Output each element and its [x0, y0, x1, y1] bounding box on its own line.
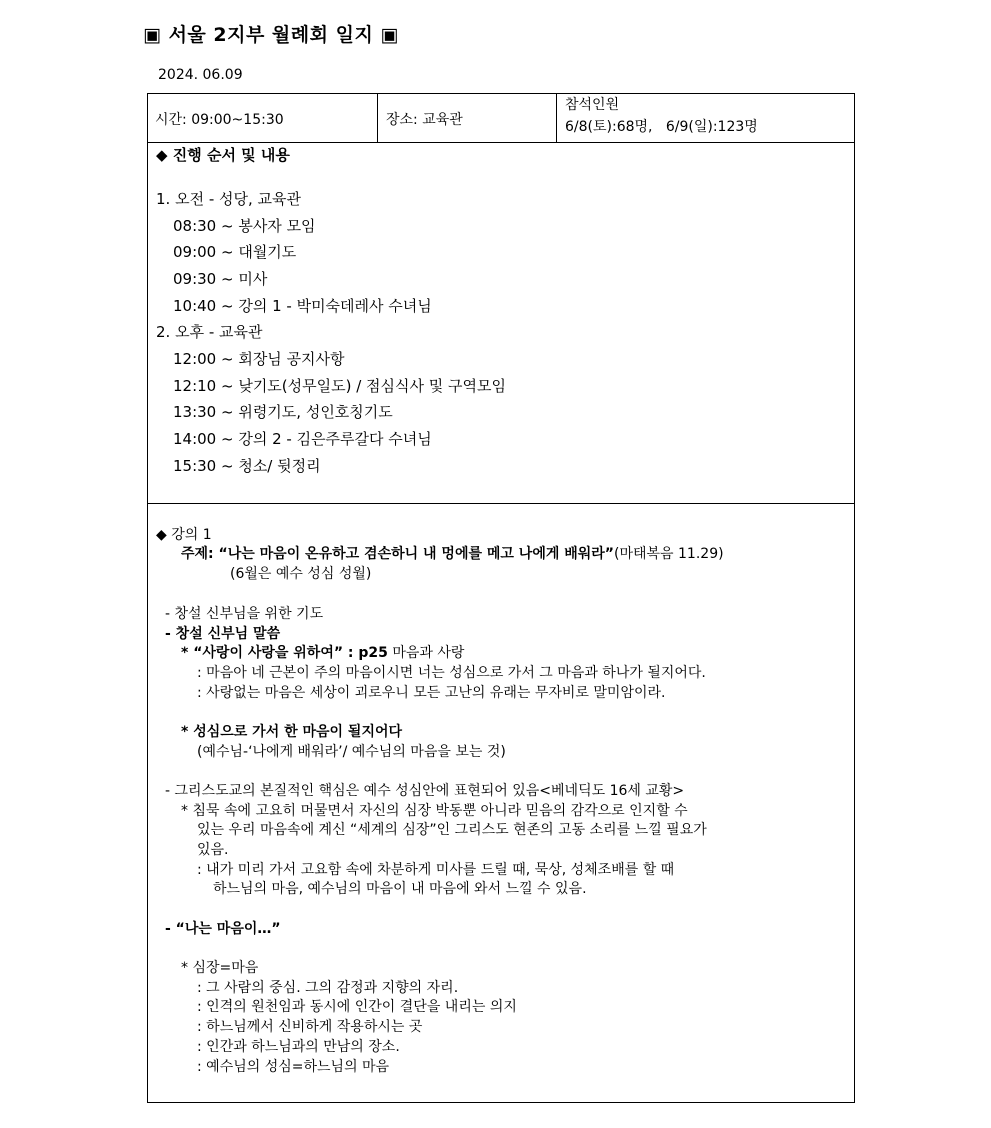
- schedule-heading: ◆ 진행 순서 및 내용: [156, 146, 290, 164]
- lecture-line: * 성심으로 가서 한 마음이 될지어다: [181, 724, 403, 740]
- lecture-line: [181, 642, 464, 662]
- schedule-section: [148, 142, 854, 504]
- lecture-line: : 마음아 네 근본이 주의 마음이시면 너는 성심으로 가서 그 마음과 하나가 될지어다.: [197, 665, 706, 681]
- lecture-line: 하느님의 마음, 예수님의 마음이 내 마음에 와서 느낄 수 있음.: [213, 881, 587, 897]
- schedule-item: 13:30 ~ 위령기도, 성인호칭기도: [173, 403, 393, 421]
- schedule-item: 12:10 ~ 낮기도(성무일도) / 점심식사 및 구역모임: [173, 377, 507, 395]
- lecture-line: - 그리스도교의 본질적인 핵심은 예수 성심안에 표현되어 있음<베네딕도 16세 교황>: [165, 783, 685, 799]
- lecture-heading: ◆ 강의 1: [156, 527, 212, 543]
- schedule-item: 09:30 ~ 미사: [173, 270, 268, 288]
- theme-text: 주제: “나는 마음이 온유하고 겸손하니 내 멍에를 메고 나에게 배워라”: [181, 546, 615, 562]
- document-date: 2024. 06.09: [158, 67, 243, 83]
- lecture-line: : 예수님의 성심=하느님의 마음: [197, 1059, 390, 1075]
- schedule-item: 08:30 ~ 봉사자 모임: [173, 217, 316, 235]
- afternoon-heading: 2. 오후 - 교육관: [156, 323, 263, 341]
- document-title: ▣ 서울 2지부 월례회 일지 ▣: [143, 24, 399, 46]
- journal-table: [147, 93, 855, 1103]
- lecture-line: - 창설 신부님을 위한 기도: [165, 606, 324, 622]
- morning-heading: 1. 오전 - 성당, 교육관: [156, 190, 301, 208]
- time-cell: 시간: 09:00~15:30: [148, 94, 378, 142]
- schedule-item: 15:30 ~ 청소/ 뒷정리: [173, 457, 321, 475]
- lecture-line: - “나는 마음이…”: [165, 921, 281, 937]
- quote-subject: 마음과 사랑: [387, 645, 465, 661]
- lecture-line: : 인간과 하느님과의 만남의 장소.: [197, 1039, 400, 1055]
- schedule-item: 12:00 ~ 회장님 공지사항: [173, 350, 345, 368]
- lecture-line: : 그 사람의 중심. 그의 감정과 지향의 자리.: [197, 980, 459, 996]
- lecture-line: : 인격의 원천임과 동시에 인간이 결단을 내리는 의지: [197, 999, 517, 1015]
- lecture-line: (예수님-‘나에게 배워라’/ 예수님의 마음을 보는 것): [197, 744, 506, 760]
- attendance-label: 참석인원: [565, 97, 620, 113]
- lecture-line: * 침묵 속에 고요히 머물면서 자신의 심장 박동뿐 아니라 믿음의 감각으로 인지할 수: [181, 803, 688, 819]
- attendance-cell: [557, 94, 854, 142]
- lecture-line: - 창설 신부님 말씀: [165, 626, 281, 642]
- theme-note: (6월은 예수 성심 성월): [230, 566, 372, 582]
- lecture-line: 있는 우리 마음속에 계신 “세계의 심장”인 그리스도 현존의 고동 소리를 느낄 필요가: [197, 822, 707, 838]
- schedule-item: 10:40 ~ 강의 1 - 박미숙데레사 수녀님: [173, 297, 432, 315]
- place-cell: 장소: 교육관: [378, 94, 557, 142]
- attendance-value: 6/8(토):68명, 6/9(일):123명: [565, 119, 758, 135]
- quote-title: * “사랑이 사랑을 위하여” : p25: [181, 645, 388, 661]
- lecture-line: : 내가 미리 가서 고요함 속에 차분하게 미사를 드릴 때, 묵상, 성체조배를 할 때: [197, 862, 675, 878]
- schedule-item: 09:00 ~ 대월기도: [173, 243, 297, 261]
- info-row: [148, 94, 854, 143]
- schedule-item: 14:00 ~ 강의 2 - 김은주루갈다 수녀님: [173, 430, 432, 448]
- lecture-line: : 사랑없는 마음은 세상이 괴로우니 모든 고난의 유래는 무자비로 말미암이라.: [197, 685, 666, 701]
- lecture-line: * 심장=마음: [181, 960, 259, 976]
- theme-reference: (마태복음 11.29): [614, 546, 724, 562]
- lecture-line: 있음.: [197, 842, 229, 858]
- lecture-line: : 하느님께서 신비하게 작용하시는 곳: [197, 1019, 423, 1035]
- lecture-theme: [181, 543, 724, 563]
